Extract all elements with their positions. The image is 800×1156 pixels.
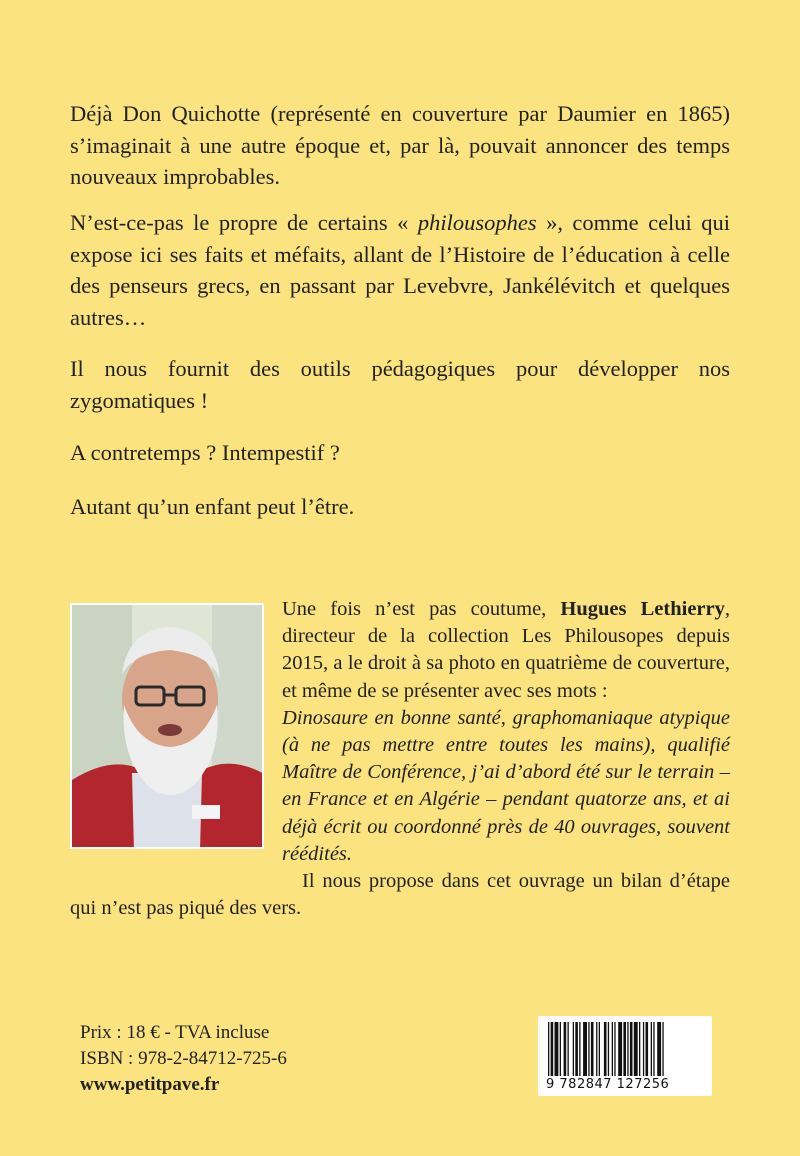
barcode-bar — [548, 1022, 549, 1076]
paragraph-3-text: Il nous fournit des outils pédagogiques pour développer nos zygomatiques ! — [70, 356, 730, 413]
isbn-barcode — [538, 1016, 712, 1096]
barcode-bar — [657, 1022, 661, 1076]
barcode-bar — [568, 1022, 569, 1076]
price-line: Prix : 18 € - TVA incluse — [80, 1022, 270, 1043]
paragraph-2 — [70, 207, 730, 333]
photo-spacer — [70, 596, 282, 881]
barcode-bar — [614, 1022, 615, 1076]
barcode-bar — [575, 1022, 578, 1076]
barcode-bar — [599, 1022, 600, 1076]
paragraph-5 — [70, 491, 730, 523]
paragraph-2-text-end: », comme celui qui expose ici ses faits et méfaits, allant de l’Histoire de l’éducation à celle des penseurs grecs, en passant par Levebvre, Jankélévitch et quelques autres… — [70, 210, 731, 330]
author-name: Hugues Lethierry — [560, 598, 725, 620]
barcode-bar — [627, 1022, 628, 1076]
paragraph-5-text: Autant qu’un enfant peut l’être. — [70, 494, 355, 519]
paragraph-1-text: Déjà Don Quichotte (représenté en couverture par Daumier en 1865) s’imaginait à une autre époque et, par là, pouvait annoncer des temps nouveaux improbables. — [70, 101, 730, 189]
author-bio — [70, 596, 730, 922]
barcode-bar — [596, 1022, 597, 1076]
barcode-bar — [623, 1022, 626, 1076]
barcode-bar — [653, 1022, 654, 1076]
barcode-bar — [560, 1022, 561, 1076]
barcode-bar — [618, 1022, 622, 1076]
barcode-bar — [612, 1022, 613, 1076]
author-quote: Dinosaure en bonne santé, graphomaniaque atypique (à ne pas mettre entre toutes les mains), qualifié Maître de Conférence, j’ai d’abord été sur le terrain – en France et en Algérie – pendant quatorze ans, et ai déjà écrit ou coordonné près de 40 ouvrages, souvent réédités. — [282, 706, 730, 865]
barcode-bar — [634, 1022, 638, 1076]
paragraph-4-text: A contretemps ? Intempestif ? — [70, 440, 340, 465]
barcode-bar — [588, 1022, 589, 1076]
paragraph-4 — [70, 437, 730, 469]
author-intro-end: , directeur de la collection Les Philousopes depuis 2015, a le droit à sa photo en quatrième de couverture, et même de se présenter avec ses mots : — [282, 598, 730, 702]
barcode-bar — [662, 1022, 663, 1076]
paragraph-1 — [70, 98, 730, 193]
paragraph-3 — [70, 353, 730, 416]
author-closing: Il nous propose dans cet ouvrage un bilan d’étape qui n’est pas piqué des vers. — [70, 870, 730, 920]
barcode-bar — [646, 1022, 649, 1076]
barcode-bar — [608, 1022, 609, 1076]
publication-info — [80, 1020, 287, 1098]
barcode-bar — [579, 1022, 580, 1076]
paragraph-2-text-start: N’est-ce-pas le propre de certains « — [70, 210, 418, 235]
barcode-bar — [555, 1022, 559, 1076]
website-link[interactable]: www.petitpave.fr — [80, 1074, 220, 1095]
isbn-line: ISBN : 978-2-84712-725-6 — [80, 1048, 287, 1069]
barcode-bar — [591, 1022, 594, 1076]
barcode-bar — [573, 1022, 574, 1076]
author-intro-start: Une fois n’est pas coutume, — [282, 598, 561, 620]
barcode-bar — [651, 1022, 652, 1076]
barcode-bar — [630, 1022, 633, 1076]
barcode-digits: 9 782847 127256 — [546, 1077, 670, 1092]
barcode-bar — [583, 1022, 587, 1076]
paragraph-2-italic: philousophes — [417, 210, 537, 235]
barcode-bar — [639, 1022, 640, 1076]
barcode-bar — [564, 1022, 567, 1076]
barcode-bar — [604, 1022, 607, 1076]
barcode-bar — [643, 1022, 644, 1076]
barcode-bar — [551, 1022, 554, 1076]
